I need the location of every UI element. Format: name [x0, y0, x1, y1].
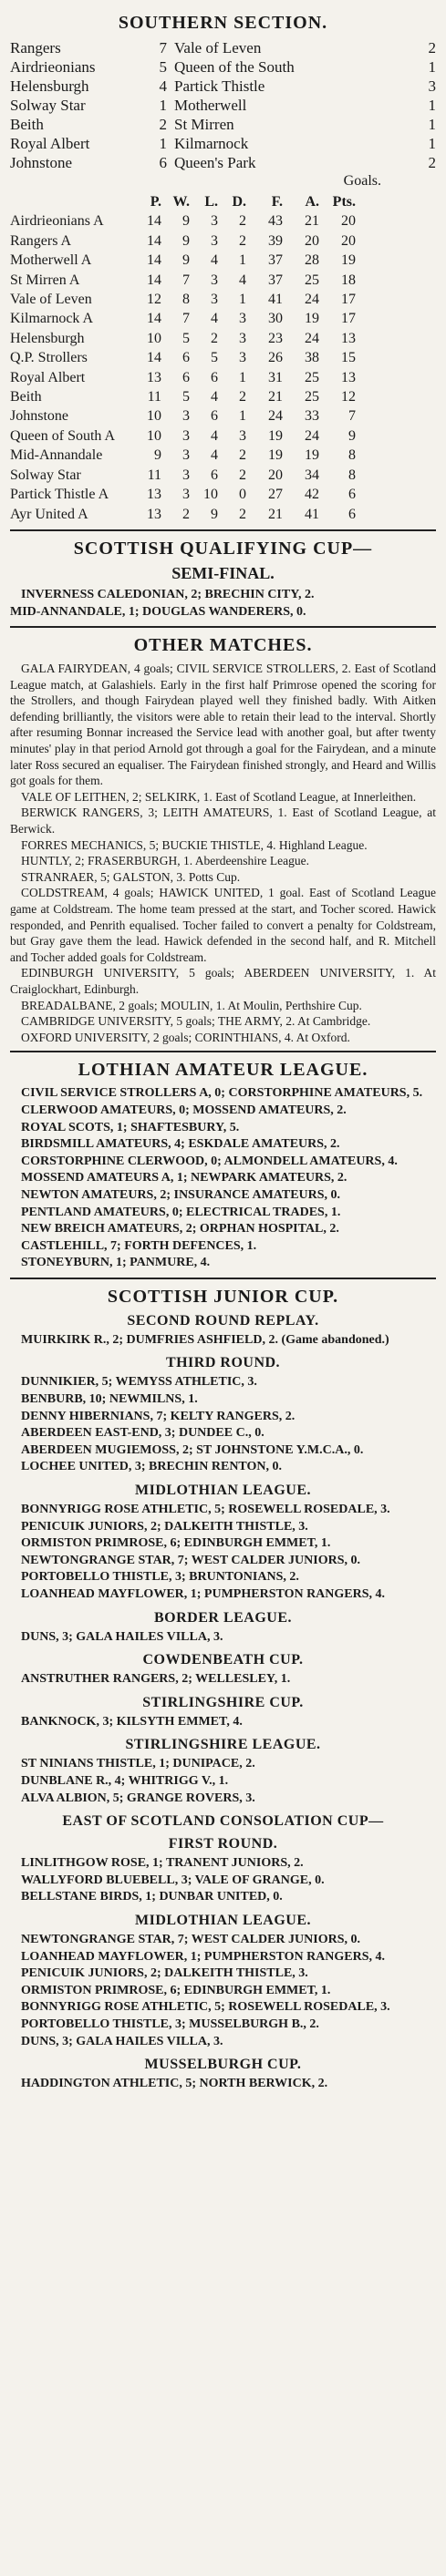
home-score: 6 — [159, 154, 167, 171]
border-results — [10, 1629, 436, 1647]
header-drawn: D. — [232, 194, 246, 210]
table-cell-f: 41 — [268, 292, 283, 308]
home-score: 5 — [159, 58, 167, 76]
table-cell-team: Partick Thistle A — [10, 487, 109, 503]
table-cell-d: 1 — [239, 292, 246, 308]
table-cell-a: 42 — [305, 487, 319, 503]
stirlingshire-league-title: STIRLINGSHIRE LEAGUE. — [125, 1737, 321, 1753]
list-item: ST NINIANS THISTLE, 1; DUNIPACE, 2. — [21, 1757, 255, 1771]
table-cell-a: 25 — [305, 272, 319, 288]
list-item: DUNNIKIER, 5; WEMYSS ATHLETIC, 3. — [21, 1375, 257, 1390]
table-cell-team: Ayr United A — [10, 506, 88, 522]
list-item: CORSTORPHINE CLERWOOD, 0; ALMONDELL AMATEURS, 4. — [21, 1154, 398, 1168]
home-team: Royal Albert — [10, 135, 90, 152]
qualifying-result-2: MID-ANNANDALE, 1; DOUGLAS WANDERERS, 0. — [10, 604, 306, 619]
table-cell-f: 43 — [268, 213, 283, 230]
table-cell-w: 8 — [182, 292, 190, 308]
away-score: 3 — [428, 77, 436, 95]
table-row — [10, 426, 436, 446]
table-cell-pts: 17 — [341, 292, 356, 308]
table-cell-pts: 6 — [348, 506, 356, 522]
table-cell-w: 3 — [182, 427, 190, 444]
other-matches-body — [10, 661, 436, 1045]
table-row — [10, 466, 436, 485]
table-cell-team: Queen of South A — [10, 427, 116, 444]
table-cell-a: 24 — [305, 292, 319, 308]
table-cell-d: 1 — [239, 408, 246, 425]
home-score: 1 — [159, 97, 167, 114]
table-cell-l: 4 — [211, 389, 218, 405]
cowdenbeath-results — [10, 1671, 436, 1688]
away-team: St Mirren — [174, 116, 234, 133]
header-team — [10, 192, 133, 211]
table-cell-l: 9 — [211, 506, 218, 522]
divider — [10, 626, 436, 628]
away-team: Queen of the South — [174, 58, 295, 76]
table-cell-l: 2 — [211, 330, 218, 346]
qualifying-cup-subtitle: SEMI-FINAL. — [171, 563, 275, 582]
table-cell-f: 23 — [268, 330, 283, 346]
home-team: Rangers — [10, 39, 61, 56]
table-row — [10, 251, 436, 270]
table-row — [10, 290, 436, 309]
gala-report: GALA FAIRYDEAN, 4 goals; CIVIL SERVICE STROLLERS, 2. East of Scotland League match, at Galashiels. Early in the first half Primrose opened the scoring for the Strollers, and though Fairydean played well they finished badly. With Aitken defending brilliantly, the visitors were able to retain their lead to the interval. Shortly after resuming Bonnar increased the Service lead with another goal, but after twenty minutes' play in that period Arnold got through a goal for the Fairydean, and a minute later Ross secured an equaliser. The Fairydean finished strongly, and Heard and Willis got goals for them. — [10, 662, 436, 788]
table-cell-f: 26 — [268, 350, 283, 366]
table-cell-team: Helensburgh — [10, 330, 85, 346]
lothian-league-title: LOTHIAN AMATEUR LEAGUE. — [78, 1060, 368, 1081]
berwick-result: BERWICK RANGERS, 3; LEITH AMATEURS, 1. East of Scotland League, at Berwick. — [10, 806, 436, 836]
table-cell-team: Kilmarnock A — [10, 311, 94, 327]
away-team: Queen's Park — [174, 154, 256, 171]
away-score: 1 — [428, 97, 436, 114]
third-round-title: THIRD ROUND. — [165, 1355, 281, 1371]
home-score: 7 — [159, 39, 167, 56]
table-cell-w: 3 — [182, 447, 190, 464]
result-row — [10, 96, 436, 115]
newspaper-column — [10, 0, 436, 2093]
table-cell-pts: 9 — [348, 427, 356, 444]
table-cell-f: 20 — [268, 467, 283, 483]
table-row — [10, 211, 436, 231]
edinburgh-result: EDINBURGH UNIVERSITY, 5 goals; ABERDEEN UNIVERSITY, 1. At Craiglockhart, Edinburgh. — [10, 966, 436, 996]
table-row — [10, 446, 436, 465]
result-row — [10, 38, 436, 57]
table-cell-p: 14 — [147, 232, 161, 249]
table-row — [10, 271, 436, 290]
musselburgh-cup-title: MUSSELBURGH CUP. — [144, 2057, 302, 2073]
list-item: ORMISTON PRIMROSE, 6; EDINBURGH EMMET, 1. — [21, 1536, 331, 1551]
other-matches-title: OTHER MATCHES. — [133, 635, 313, 656]
list-item: ALVA ALBION, 5; GRANGE ROVERS, 3. — [21, 1791, 255, 1805]
table-cell-p: 14 — [147, 350, 161, 366]
list-item: BENBURB, 10; NEWMILNS, 1. — [21, 1392, 198, 1407]
table-cell-d: 2 — [239, 389, 246, 405]
consolation-cup-subtitle: FIRST ROUND. — [168, 1836, 278, 1852]
table-cell-l: 3 — [211, 232, 218, 249]
table-cell-d: 3 — [239, 311, 246, 327]
table-cell-a: 41 — [305, 506, 319, 522]
list-item: ROYAL SCOTS, 1; SHAFTESBURY, 5. — [21, 1120, 240, 1134]
away-score: 1 — [428, 116, 436, 133]
table-cell-w: 3 — [182, 487, 190, 503]
result-row — [10, 77, 436, 96]
table-cell-pts: 7 — [348, 408, 356, 425]
divider — [10, 1278, 436, 1279]
away-score: 2 — [428, 154, 436, 171]
huntly-result: HUNTLY, 2; FRASERBURGH, 1. Aberdeenshire League. — [21, 854, 309, 868]
table-cell-team: St Mirren A — [10, 272, 80, 288]
table-cell-f: 37 — [268, 272, 283, 288]
divider — [10, 529, 436, 531]
table-row — [10, 387, 436, 406]
list-item: CIVIL SERVICE STROLLERS A, 0; CORSTORPHINE AMATEURS, 5. — [21, 1086, 423, 1101]
table-cell-p: 10 — [147, 330, 161, 346]
result-row — [10, 115, 436, 134]
table-row — [10, 309, 436, 328]
table-cell-w: 9 — [182, 213, 190, 230]
list-item: PORTOBELLO THISTLE, 3; BRUNTONIANS, 2. — [21, 1570, 299, 1585]
table-cell-a: 24 — [305, 427, 319, 444]
table-cell-pts: 8 — [348, 467, 356, 483]
goals-label: Goals. — [343, 173, 381, 189]
table-cell-p: 13 — [147, 506, 161, 522]
header-won: W. — [172, 194, 190, 210]
table-cell-p: 14 — [147, 311, 161, 327]
away-score: 1 — [428, 58, 436, 76]
table-cell-l: 4 — [211, 311, 218, 327]
table-cell-p: 12 — [147, 292, 161, 308]
table-row — [10, 505, 436, 524]
table-cell-p: 11 — [147, 389, 161, 405]
cowdenbeath-cup-title: COWDENBEATH CUP. — [142, 1652, 304, 1668]
third-round-results — [10, 1374, 436, 1476]
table-cell-team: Airdrieonians A — [10, 213, 104, 230]
table-row — [10, 368, 436, 387]
junior-cup-title: SCOTTISH JUNIOR CUP. — [107, 1286, 339, 1307]
table-cell-l: 4 — [211, 427, 218, 444]
list-item: DENNY HIBERNIANS, 7; KELTY RANGERS, 2. — [21, 1409, 296, 1423]
table-cell-pts: 8 — [348, 447, 356, 464]
table-cell-p: 14 — [147, 213, 161, 230]
table-cell-pts: 6 — [348, 487, 356, 503]
lothian-results — [10, 1085, 436, 1272]
musselburgh-results — [10, 2076, 436, 2093]
table-cell-team: Johnstone — [10, 408, 68, 425]
cowdenbeath-result: ANSTRUTHER RANGERS, 2; WELLESLEY, 1. — [21, 1672, 291, 1687]
table-row — [10, 329, 436, 348]
table-cell-l: 3 — [211, 213, 218, 230]
table-cell-p: 14 — [147, 272, 161, 288]
table-cell-l: 3 — [211, 272, 218, 288]
oxford-result: OXFORD UNIVERSITY, 2 goals; CORINTHIANS, 4. At Oxford. — [21, 1030, 350, 1044]
table-cell-pts: 20 — [341, 232, 356, 249]
list-item: STONEYBURN, 1; PANMURE, 4. — [21, 1256, 211, 1270]
table-cell-a: 24 — [305, 330, 319, 346]
league-table-body — [10, 211, 436, 524]
stranraer-result: STRANRAER, 5; GALSTON, 3. Potts Cup. — [21, 869, 241, 884]
qualifying-result-1: INVERNESS CALEDONIAN, 2; BRECHIN CITY, 2. — [21, 587, 315, 601]
southern-results — [10, 38, 436, 172]
list-item: PENTLAND AMATEURS, 0; ELECTRICAL TRADES, 1. — [21, 1205, 341, 1219]
header-played: P. — [150, 194, 161, 210]
table-cell-d: 3 — [239, 427, 246, 444]
list-item: CASTLEHILL, 7; FORTH DEFENCES, 1. — [21, 1238, 257, 1253]
table-cell-pts: 12 — [341, 389, 356, 405]
forres-result: FORRES MECHANICS, 5; BUCKIE THISTLE, 4. Highland League. — [21, 837, 368, 852]
divider — [10, 1051, 436, 1052]
stirlingshire-cup-results — [10, 1714, 436, 1731]
result-row — [10, 134, 436, 153]
table-cell-f: 27 — [268, 487, 283, 503]
table-cell-p: 13 — [147, 487, 161, 503]
list-item: LINLITHGOW ROSE, 1; TRANENT JUNIORS, 2. — [21, 1856, 304, 1871]
list-item: PENICUIK JUNIORS, 2; DALKEITH THISTLE, 3. — [21, 1966, 308, 1981]
table-cell-d: 1 — [239, 369, 246, 385]
table-row — [10, 231, 436, 251]
table-cell-d: 2 — [239, 213, 246, 230]
list-item: ABERDEEN MUGIEMOSS, 2; ST JOHNSTONE Y.M.C.A., 0. — [21, 1442, 364, 1457]
table-row — [10, 406, 436, 426]
table-cell-f: 19 — [268, 447, 283, 464]
replay-result: MUIRKIRK R., 2; DUMFRIES ASHFIELD, 2. (Game abandoned.) — [21, 1332, 389, 1347]
table-cell-d: 2 — [239, 467, 246, 483]
table-cell-team: Rangers A — [10, 232, 72, 249]
stirlingshire-cup-result: BANKNOCK, 3; KILSYTH EMMET, 4. — [21, 1714, 243, 1729]
table-cell-a: 25 — [305, 389, 319, 405]
table-cell-w: 7 — [182, 272, 190, 288]
header-points: Pts. — [332, 194, 356, 210]
list-item: BONNYRIGG ROSE ATHLETIC, 5; ROSEWELL ROSEDALE, 3. — [21, 1503, 390, 1517]
table-cell-f: 19 — [268, 427, 283, 444]
stirlingshire-league-results — [10, 1756, 436, 1807]
table-cell-pts: 13 — [341, 330, 356, 346]
home-team: Beith — [10, 116, 44, 133]
table-cell-team: Motherwell A — [10, 252, 92, 269]
header-for: F. — [271, 194, 283, 210]
list-item: DUNBLANE R., 4; WHITRIGG V., 1. — [21, 1773, 229, 1788]
away-team: Partick Thistle — [174, 77, 265, 95]
list-item: NEWTON AMATEURS, 2; INSURANCE AMATEURS, 0. — [21, 1187, 341, 1202]
table-cell-team: Vale of Leven — [10, 292, 92, 308]
away-team: Vale of Leven — [174, 39, 262, 56]
table-cell-f: 30 — [268, 311, 283, 327]
table-cell-w: 5 — [182, 330, 190, 346]
list-item: ORMISTON PRIMROSE, 6; EDINBURGH EMMET, 1. — [21, 1983, 331, 1997]
home-team: Helensburgh — [10, 77, 89, 95]
table-cell-l: 10 — [203, 487, 218, 503]
table-cell-pts: 18 — [341, 272, 356, 288]
table-cell-a: 25 — [305, 369, 319, 385]
consolation-cup-title: EAST OF SCOTLAND CONSOLATION CUP— — [62, 1813, 384, 1830]
list-item: NEWTONGRANGE STAR, 7; WEST CALDER JUNIORS, 0. — [21, 1932, 360, 1946]
table-cell-d: 2 — [239, 447, 246, 464]
table-cell-pts: 19 — [341, 252, 356, 269]
table-cell-l: 5 — [211, 350, 218, 366]
table-cell-a: 34 — [305, 467, 319, 483]
table-cell-w: 7 — [182, 311, 190, 327]
qualifying-cup-title: SCOTTISH QUALIFYING CUP— — [73, 538, 373, 559]
table-cell-w: 3 — [182, 467, 190, 483]
table-cell-d: 3 — [239, 350, 246, 366]
league-table-header — [10, 192, 436, 211]
table-cell-w: 9 — [182, 252, 190, 269]
qualifying-results — [10, 587, 436, 621]
list-item: LOCHEE UNITED, 3; BRECHIN RENTON, 0. — [21, 1460, 283, 1474]
table-cell-team: Beith — [10, 389, 42, 405]
cambridge-result: CAMBRIDGE UNIVERSITY, 5 goals; THE ARMY, 2. At Cambridge. — [21, 1014, 371, 1029]
header-against: A. — [305, 194, 319, 210]
table-cell-l: 6 — [211, 408, 218, 425]
table-cell-team: Q.P. Strollers — [10, 350, 88, 366]
home-score: 1 — [159, 135, 167, 152]
table-row — [10, 485, 436, 504]
table-cell-d: 2 — [239, 232, 246, 249]
table-cell-l: 4 — [211, 252, 218, 269]
table-cell-team: Royal Albert — [10, 369, 86, 385]
away-team: Kilmarnock — [174, 135, 249, 152]
table-cell-p: 9 — [154, 447, 161, 464]
table-cell-p: 13 — [147, 369, 161, 385]
list-item: WALLYFORD BLUEBELL, 3; VALE OF GRANGE, 0. — [21, 1873, 325, 1887]
table-cell-d: 1 — [239, 252, 246, 269]
replay-results — [10, 1332, 436, 1350]
header-lost: L. — [204, 194, 218, 210]
list-item: BIRDSMILL AMATEURS, 4; ESKDALE AMATEURS, 2. — [21, 1137, 340, 1152]
list-item: NEW BREICH AMATEURS, 2; ORPHAN HOSPITAL, 2. — [21, 1222, 339, 1237]
table-cell-pts: 15 — [341, 350, 356, 366]
result-row — [10, 57, 436, 77]
table-cell-f: 24 — [268, 408, 283, 425]
table-cell-team: Solway Star — [10, 467, 81, 483]
home-team: Airdrieonians — [10, 58, 96, 76]
list-item: PENICUIK JUNIORS, 2; DALKEITH THISTLE, 3. — [21, 1519, 308, 1534]
midlothian-results — [10, 1502, 436, 1604]
table-cell-p: 10 — [147, 427, 161, 444]
table-cell-team: Mid-Annandale — [10, 447, 103, 464]
home-score: 4 — [159, 77, 167, 95]
table-cell-a: 20 — [305, 232, 319, 249]
table-cell-a: 38 — [305, 350, 319, 366]
table-cell-a: 19 — [305, 311, 319, 327]
table-cell-w: 6 — [182, 369, 190, 385]
table-cell-pts: 17 — [341, 311, 356, 327]
list-item: CLERWOOD AMATEURS, 0; MOSSEND AMATEURS, 2. — [21, 1103, 347, 1117]
table-cell-a: 21 — [305, 213, 319, 230]
consolation-results — [10, 1855, 436, 1906]
border-result: DUNS, 3; GALA HAILES VILLA, 3. — [21, 1629, 223, 1644]
table-cell-f: 21 — [268, 389, 283, 405]
list-item: BELLSTANE BIRDS, 1; DUNBAR UNITED, 0. — [21, 1890, 283, 1904]
table-cell-a: 19 — [305, 447, 319, 464]
table-cell-p: 10 — [147, 408, 161, 425]
home-team: Solway Star — [10, 97, 86, 114]
away-team: Motherwell — [174, 97, 247, 114]
list-item: ABERDEEN EAST-END, 3; DUNDEE C., 0. — [21, 1426, 264, 1441]
list-item: DUNS, 3; GALA HAILES VILLA, 3. — [21, 2034, 223, 2048]
table-cell-f: 31 — [268, 369, 283, 385]
table-cell-w: 3 — [182, 408, 190, 425]
list-item: LOANHEAD MAYFLOWER, 1; PUMPHERSTON RANGERS, 4. — [21, 1949, 386, 1964]
table-cell-l: 6 — [211, 467, 218, 483]
table-cell-p: 11 — [147, 467, 161, 483]
table-row — [10, 348, 436, 367]
midlothian-league-2-title: MIDLOTHIAN LEAGUE. — [134, 1912, 312, 1928]
vale-result: VALE OF LEITHEN, 2; SELKIRK, 1. East of Scotland League, at Innerleithen. — [21, 789, 417, 804]
second-round-replay-title: SECOND ROUND REPLAY. — [127, 1312, 319, 1329]
list-item: LOANHEAD MAYFLOWER, 1; PUMPHERSTON RANGERS, 4. — [21, 1587, 386, 1601]
midlothian-2-results — [10, 1932, 436, 2050]
table-cell-w: 5 — [182, 389, 190, 405]
list-item: BONNYRIGG ROSE ATHLETIC, 5; ROSEWELL ROSEDALE, 3. — [21, 2000, 390, 2015]
breadalbane-result: BREADALBANE, 2 goals; MOULIN, 1. At Moulin, Perthshire Cup. — [21, 998, 362, 1012]
table-cell-f: 37 — [268, 252, 283, 269]
result-row — [10, 153, 436, 172]
list-item: NEWTONGRANGE STAR, 7; WEST CALDER JUNIORS, 0. — [21, 1553, 360, 1567]
table-cell-p: 14 — [147, 252, 161, 269]
table-cell-w: 6 — [182, 350, 190, 366]
list-item: MOSSEND AMATEURS A, 1; NEWPARK AMATEURS, 2. — [21, 1171, 347, 1185]
table-cell-d: 4 — [239, 272, 246, 288]
table-cell-pts: 20 — [341, 213, 356, 230]
table-cell-d: 0 — [239, 487, 246, 503]
table-cell-l: 6 — [211, 369, 218, 385]
home-team: Johnstone — [10, 154, 72, 171]
border-league-title: BORDER LEAGUE. — [153, 1609, 293, 1626]
coldstream-report: COLDSTREAM, 4 goals; HAWICK UNITED, 1 goal. East of Scotland League game at Coldstream. The home team pressed at the start, and Tocher scored. Hawick responded, and Penrith equalised. Tocher failed to convert a penalty for Coldstream, but Gray gave them the lead. Hawick defended in the second half, and R. Mitchell and Tocher added goals for Coldstream. — [10, 886, 436, 964]
table-cell-l: 3 — [211, 292, 218, 308]
table-cell-w: 9 — [182, 232, 190, 249]
southern-section-title: SOUTHERN SECTION. — [118, 13, 328, 33]
table-cell-f: 21 — [268, 506, 283, 522]
list-item: PORTOBELLO THISTLE, 3; MUSSELBURGH B., 2. — [21, 2017, 319, 2031]
musselburgh-result: HADDINGTON ATHLETIC, 5; NORTH BERWICK, 2. — [21, 2077, 328, 2091]
table-cell-f: 39 — [268, 232, 283, 249]
table-cell-w: 2 — [182, 506, 190, 522]
table-cell-a: 28 — [305, 252, 319, 269]
table-cell-d: 3 — [239, 330, 246, 346]
away-score: 1 — [428, 135, 436, 152]
table-cell-pts: 13 — [341, 369, 356, 385]
table-cell-l: 4 — [211, 447, 218, 464]
league-table — [10, 192, 436, 524]
home-score: 2 — [159, 116, 167, 133]
stirlingshire-cup-title: STIRLINGSHIRE CUP. — [142, 1694, 304, 1710]
table-cell-d: 2 — [239, 506, 246, 522]
midlothian-league-title: MIDLOTHIAN LEAGUE. — [134, 1483, 312, 1499]
away-score: 2 — [428, 39, 436, 56]
table-cell-a: 33 — [305, 408, 319, 425]
